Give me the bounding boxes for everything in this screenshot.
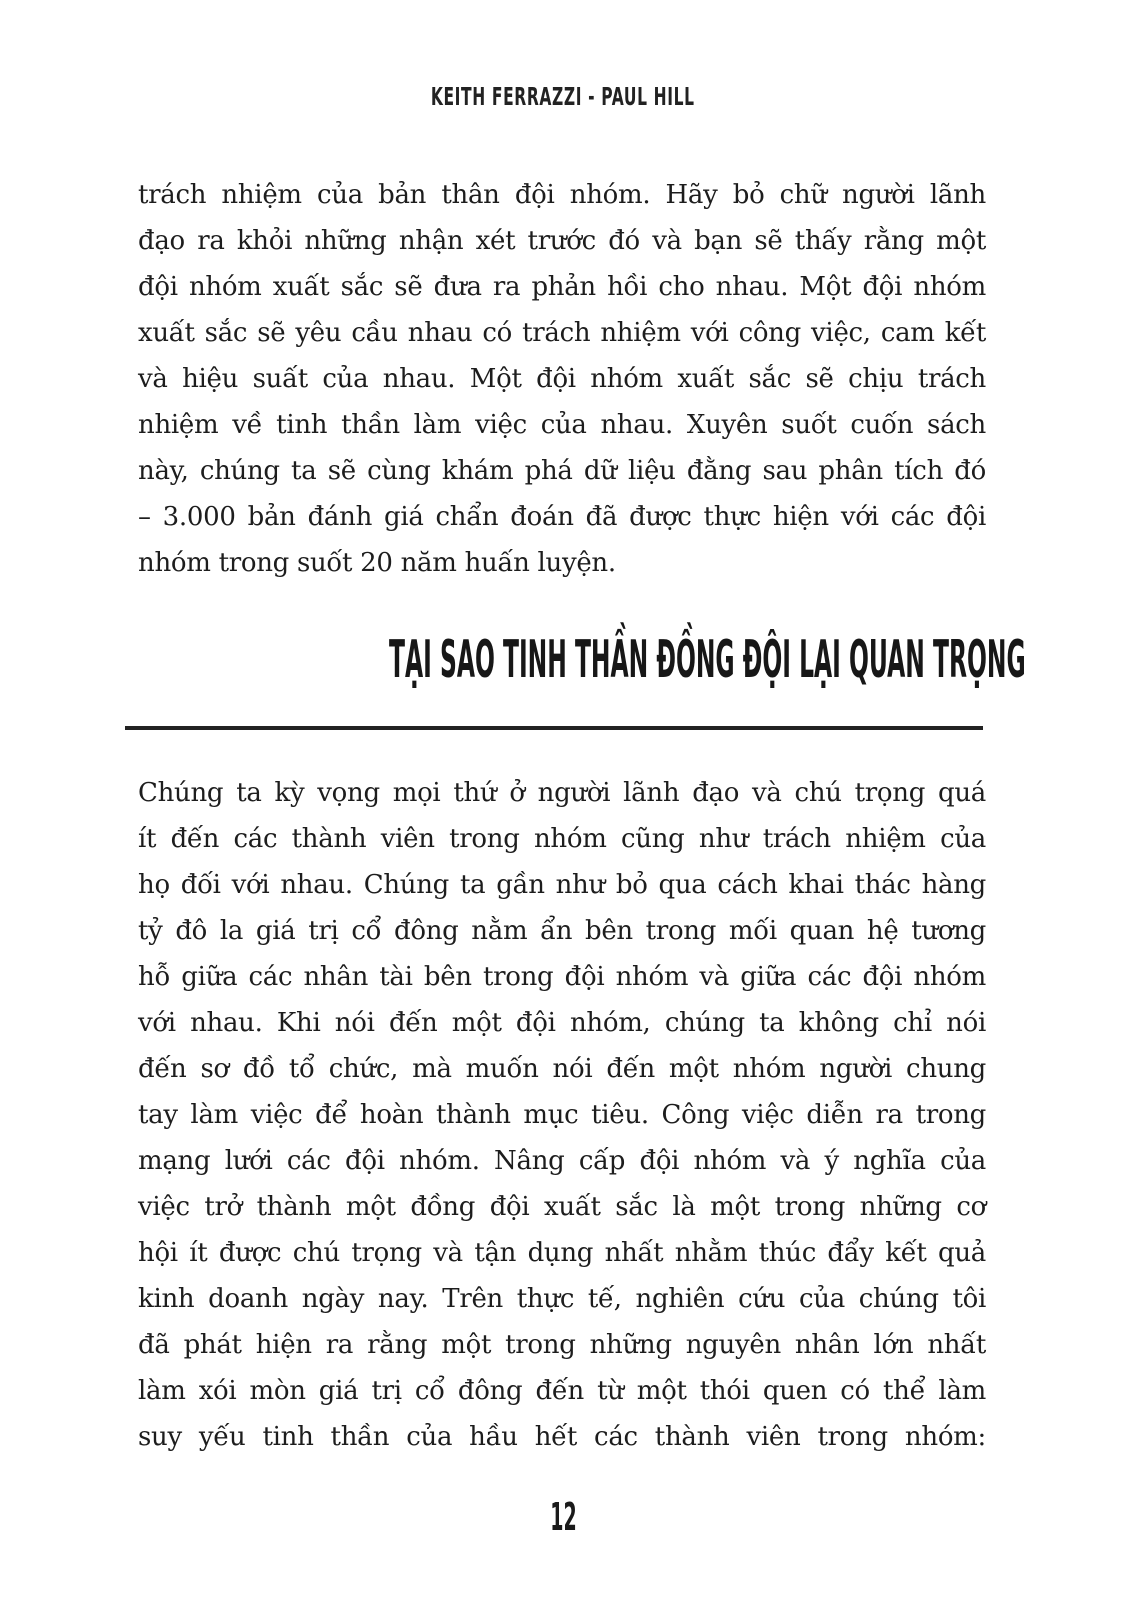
paragraph-line: Chúng ta kỳ vọng mọi thứ ở người lãnh đạo và chú trọng quá: [138, 778, 986, 808]
paragraph-line: nhóm trong suốt 20 năm huấn luyện.: [138, 548, 616, 578]
paragraph-line: nhiệm về tinh thần làm việc của nhau. Xuyên suốt cuốn sách: [138, 410, 986, 440]
section-heading: [0, 630, 1126, 702]
running-header: [0, 82, 1126, 115]
paragraph-1: [138, 172, 986, 586]
paragraph-line: mạng lưới các đội nhóm. Nâng cấp đội nhóm và ý nghĩa của: [138, 1146, 986, 1176]
paragraph-line: hội ít được chú trọng và tận dụng nhất nhằm thúc đẩy kết quả: [138, 1238, 986, 1268]
paragraph-line: đạo ra khỏi những nhận xét trước đó và bạn sẽ thấy rằng một: [138, 226, 986, 256]
paragraph-2: [138, 770, 986, 1460]
paragraph-line: và hiệu suất của nhau. Một đội nhóm xuất sắc sẽ chịu trách: [138, 364, 986, 394]
paragraph-line: họ đối với nhau. Chúng ta gần như bỏ qua cách khai thác hàng: [138, 870, 986, 900]
paragraph-line: ít đến các thành viên trong nhóm cũng như trách nhiệm của: [138, 824, 986, 854]
paragraph-line: trách nhiệm của bản thân đội nhóm. Hãy bỏ chữ người lãnh: [138, 180, 986, 210]
paragraph-line: kinh doanh ngày nay. Trên thực tế, nghiên cứu của chúng tôi: [138, 1284, 986, 1314]
paragraph-line: xuất sắc sẽ yêu cầu nhau có trách nhiệm với công việc, cam kết: [138, 318, 986, 348]
paragraph-line: – 3.000 bản đánh giá chẩn đoán đã được thực hiện với các đội: [138, 502, 986, 532]
paragraph-line: này, chúng ta sẽ cùng khám phá dữ liệu đằng sau phân tích đó: [138, 456, 986, 486]
heading-divider-rule: [125, 726, 983, 730]
folio: [0, 1497, 1126, 1545]
paragraph-line: đã phát hiện ra rằng một trong những nguyên nhân lớn nhất: [138, 1330, 986, 1360]
paragraph-line: việc trở thành một đồng đội xuất sắc là một trong những cơ: [138, 1192, 986, 1222]
paragraph-line: tay làm việc để hoàn thành mục tiêu. Công việc diễn ra trong: [138, 1100, 986, 1130]
paragraph-line: đến sơ đồ tổ chức, mà muốn nói đến một nhóm người chung: [138, 1054, 986, 1084]
paragraph-line: đội nhóm xuất sắc sẽ đưa ra phản hồi cho nhau. Một đội nhóm: [138, 272, 986, 302]
paragraph-line: làm xói mòn giá trị cổ đông đến từ một thói quen có thể làm: [138, 1376, 986, 1406]
paragraph-line: suy yếu tinh thần của hầu hết các thành viên trong nhóm:: [138, 1422, 986, 1452]
paragraph-line: hỗ giữa các nhân tài bên trong đội nhóm và giữa các đội nhóm: [138, 962, 986, 992]
author-names: KEITH FERRAZZI - PAUL HILL: [431, 82, 695, 111]
section-heading-text: TẠI SAO TINH THẦN ĐỒNG ĐỘI LẠI QUAN TRỌNG: [389, 630, 1026, 690]
paragraph-line: tỷ đô la giá trị cổ đông nằm ẩn bên trong mối quan hệ tương: [138, 916, 986, 946]
paragraph-line: với nhau. Khi nói đến một đội nhóm, chúng ta không chỉ nói: [138, 1008, 986, 1038]
page-number: 12: [549, 1495, 577, 1539]
